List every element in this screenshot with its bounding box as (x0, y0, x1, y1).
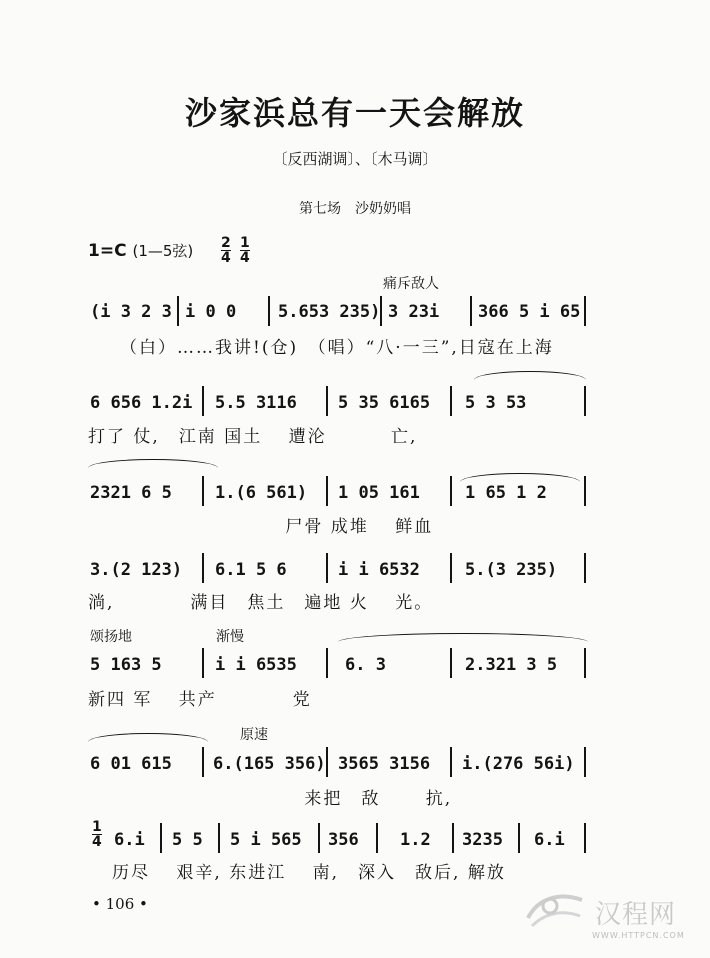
measure: 2.321 3 5 (465, 655, 558, 675)
barline (160, 823, 162, 853)
measure: 3.(2 123) (90, 560, 183, 580)
lyric-line: 尸骨 成堆 鲜血 (88, 517, 434, 537)
annotation: 渐慢 (216, 629, 244, 645)
barline (218, 823, 220, 853)
annotation: 原速 (240, 727, 268, 743)
measure: 5.(3 235) (465, 560, 558, 580)
barline (450, 648, 452, 678)
annotation: 颂扬地 (90, 629, 132, 645)
barline (202, 648, 204, 678)
barline (326, 648, 328, 678)
barline (202, 553, 204, 583)
watermark-text: 汉程网 (595, 900, 677, 930)
tie-arc (88, 733, 208, 742)
barline (202, 476, 204, 506)
barline (380, 296, 382, 326)
lyric-line: （白）……我讲!(仓) （唱）“八·一三”,日寇在上海 (120, 338, 554, 358)
barline (452, 823, 454, 853)
barline (326, 747, 328, 777)
lyric-line: 淌, 满目 焦土 遍地 火 光。 (88, 593, 434, 613)
barline (202, 386, 204, 416)
watermark-url: WWW.HTTPCN.COM (592, 931, 685, 940)
measure: 6.i (534, 830, 565, 850)
measure: 1 65 1 2 (465, 483, 547, 503)
barline (584, 747, 586, 777)
measure: 366 5 i 65 (478, 302, 581, 322)
measure: 6 01 615 (90, 754, 172, 774)
barline (268, 296, 270, 326)
page-number: • 106 • (92, 895, 148, 913)
lyric-line: 打了 仗, 江南 国土 遭沦 亡, (88, 427, 418, 447)
time-signature-2: 1 4 (240, 235, 250, 266)
barline (518, 823, 520, 853)
measure: 6.i (114, 830, 145, 850)
barline (326, 476, 328, 506)
measure: 5 35 6165 (338, 393, 431, 413)
barline (376, 823, 378, 853)
tie-arc (460, 473, 580, 482)
lyric-line: 来把 敌 抗, (88, 789, 453, 809)
barline (584, 553, 586, 583)
barline (202, 747, 204, 777)
measure: 6 656 1.2i (90, 393, 193, 413)
barline (318, 823, 320, 853)
barline (584, 476, 586, 506)
measure: (i 3 2 3 (90, 302, 172, 322)
measure: 5 3 53 (465, 393, 527, 413)
measure: i i 6535 (215, 655, 297, 675)
lyric-line: 历尽 艰辛, 东进江 南, 深入 敌后, 解放 (112, 863, 506, 883)
lyric-line: 新四 军 共产 党 (88, 690, 312, 710)
barline (584, 386, 586, 416)
measure: 5.5 3116 (215, 393, 297, 413)
barline (450, 386, 452, 416)
annotation: 痛斥敌人 (383, 276, 439, 292)
key-label: 1=C (88, 241, 127, 261)
watermark-logo-icon (520, 878, 590, 937)
time-signature-1: 2 4 (221, 235, 231, 266)
measure: 5 i 565 (230, 830, 302, 850)
scene-label: 第七场 沙奶奶唱 (299, 201, 411, 217)
measure: 5.653 235) (278, 302, 381, 322)
barline (450, 747, 452, 777)
measure: 6. 3 (345, 655, 386, 675)
measure: 1 05 161 (338, 483, 420, 503)
measure: i i 6532 (338, 560, 420, 580)
time-signature-change: 1 4 (92, 819, 102, 850)
barline (584, 296, 586, 326)
measure: 2321 6 5 (90, 483, 172, 503)
barline (470, 296, 472, 326)
tie-arc (88, 459, 218, 468)
key-signature (88, 240, 193, 261)
measure: 6.(165 356) (213, 754, 326, 774)
measure: i 0 0 (185, 302, 237, 322)
measure: i.(276 56i) (462, 754, 575, 774)
measure: 6.1 5 6 (215, 560, 287, 580)
tie-arc (338, 633, 588, 642)
measure: 1.2 (400, 830, 431, 850)
measure: 3565 3156 (338, 754, 431, 774)
barline (584, 648, 586, 678)
measure: 5 163 5 (90, 655, 162, 675)
tie-arc (474, 371, 586, 380)
barline (177, 296, 179, 326)
barline (326, 553, 328, 583)
barline (326, 386, 328, 416)
measure: 3235 (462, 830, 503, 850)
tuning-label: (1—5弦) (132, 242, 194, 260)
barline (450, 553, 452, 583)
barline (584, 823, 586, 853)
measure: 3 23i (388, 302, 440, 322)
song-title: 沙家浜总有一天会解放 (184, 94, 525, 132)
barline (450, 476, 452, 506)
measure: 1.(6 561) (215, 483, 308, 503)
tune-subtitle: 〔反西湖调〕、〔木马调〕 (272, 150, 438, 168)
measure: 5 5 (172, 830, 203, 850)
measure: 356 (328, 830, 359, 850)
